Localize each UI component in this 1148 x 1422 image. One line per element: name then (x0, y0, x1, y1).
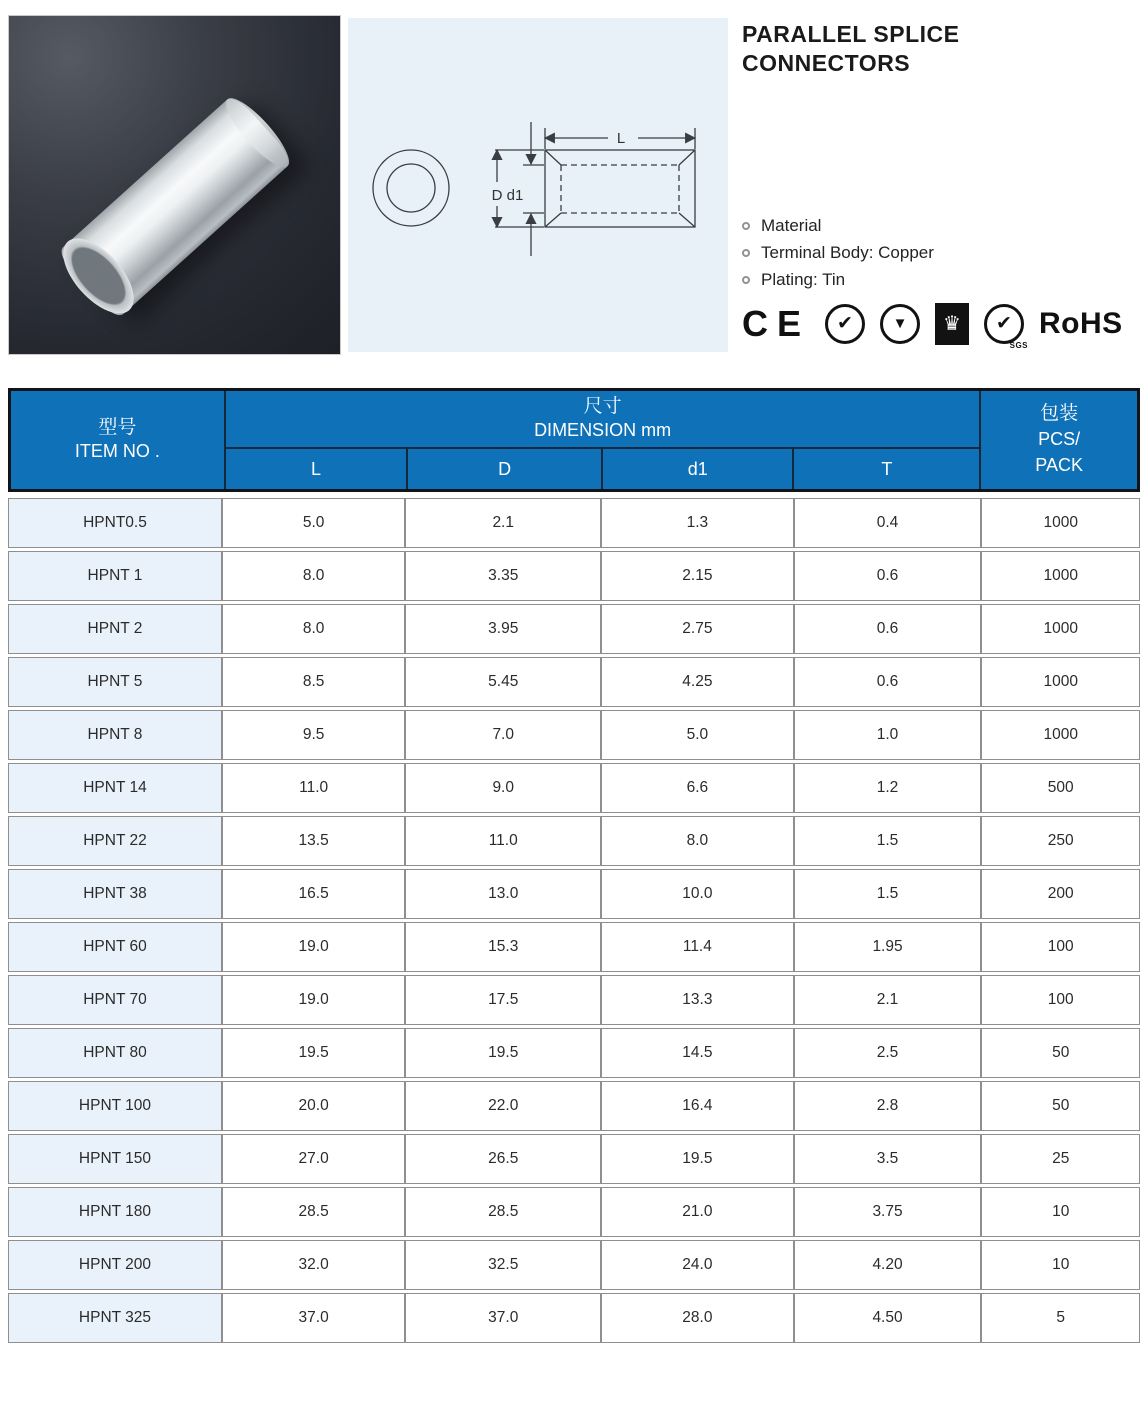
material-heading-row (742, 216, 1142, 236)
crown-cert-icon: ♛ (935, 303, 969, 345)
table-row (8, 604, 1140, 654)
cell-L: 19.5 (222, 1028, 405, 1078)
material-list (742, 216, 1142, 290)
page-title (742, 20, 1142, 78)
cell-d1: 2.75 (601, 604, 793, 654)
cell-D: 13.0 (405, 869, 601, 919)
rohs-mark: RoHS (1039, 306, 1123, 340)
cell-D: 7.0 (405, 710, 601, 760)
cell-pack: 1000 (981, 604, 1140, 654)
label-D: D (491, 187, 503, 204)
cell-item: HPNT 22 (8, 816, 222, 866)
cell-pack: 1000 (981, 657, 1140, 707)
side-view-outline (545, 150, 695, 227)
cell-L: 20.0 (222, 1081, 405, 1131)
cell-item: HPNT 5 (8, 657, 222, 707)
cell-D: 2.1 (405, 498, 601, 548)
cell-L: 13.5 (222, 816, 405, 866)
material-item-row (742, 243, 1142, 263)
table-row (8, 1187, 1140, 1237)
cell-L: 37.0 (222, 1293, 405, 1343)
cell-D: 37.0 (405, 1293, 601, 1343)
info-panel (742, 20, 1142, 350)
cell-pack: 200 (981, 869, 1140, 919)
cell-T: 2.1 (794, 975, 982, 1025)
header-dimension-en: DIMENSION mm (534, 420, 672, 441)
spec-table-header (8, 388, 1140, 492)
bullet-icon (742, 276, 750, 284)
cell-item: HPNT 60 (8, 922, 222, 972)
dimension-diagram (348, 18, 728, 352)
header-pack-line3: PACK (1035, 454, 1083, 475)
cell-L: 8.0 (222, 551, 405, 601)
cell-pack: 500 (981, 763, 1140, 813)
cell-D: 15.3 (405, 922, 601, 972)
header-pack (979, 391, 1137, 489)
cell-T: 0.6 (794, 657, 982, 707)
cell-D: 5.45 (405, 657, 601, 707)
table-row (8, 975, 1140, 1025)
label-d1: d1 (506, 187, 524, 204)
table-row (8, 551, 1140, 601)
cell-T: 1.5 (794, 816, 982, 866)
cell-T: 0.6 (794, 604, 982, 654)
header-pack-line2: PCS/ (1038, 428, 1081, 449)
cell-d1: 28.0 (601, 1293, 793, 1343)
cell-item: HPNT 325 (8, 1293, 222, 1343)
cell-d1: 2.15 (601, 551, 793, 601)
cell-item: HPNT 180 (8, 1187, 222, 1237)
cell-pack: 10 (981, 1187, 1140, 1237)
cell-D: 26.5 (405, 1134, 601, 1184)
ce-mark-icon: CE (742, 302, 811, 344)
cell-item: HPNT 38 (8, 869, 222, 919)
cell-d1: 19.5 (601, 1134, 793, 1184)
cell-T: 1.2 (794, 763, 982, 813)
cell-L: 9.5 (222, 710, 405, 760)
header-pack-zh: 包装 (1040, 403, 1079, 425)
table-row (8, 922, 1140, 972)
cell-T: 1.0 (794, 710, 982, 760)
cell-T: 1.5 (794, 869, 982, 919)
sgs-label: SGS (1009, 340, 1029, 350)
header-item-no-en: ITEM NO . (74, 441, 160, 462)
cell-item: HPNT 200 (8, 1240, 222, 1290)
cell-T: 0.4 (794, 498, 982, 548)
cell-T: 3.5 (794, 1134, 982, 1184)
cell-T: 2.8 (794, 1081, 982, 1131)
cell-T: 1.95 (794, 922, 982, 972)
cell-T: 2.5 (794, 1028, 982, 1078)
iso-cert-icon: ▼ (880, 304, 920, 344)
cell-D: 19.5 (405, 1028, 601, 1078)
cell-L: 8.5 (222, 657, 405, 707)
cell-pack: 50 (981, 1081, 1140, 1131)
cell-pack: 1000 (981, 498, 1140, 548)
cell-item: HPNT 2 (8, 604, 222, 654)
spec-table-body (8, 498, 1140, 1343)
header-dimension (224, 391, 980, 449)
cell-D: 28.5 (405, 1187, 601, 1237)
bullet-icon (742, 222, 750, 230)
label-L: L (616, 130, 626, 147)
cell-T: 0.6 (794, 551, 982, 601)
title-line-2: CONNECTORS (742, 49, 911, 76)
bullet-icon (742, 249, 750, 257)
quality-cert-icon: ✔ (825, 304, 865, 344)
cell-pack: 100 (981, 975, 1140, 1025)
cell-pack: 1000 (981, 551, 1140, 601)
inner-bore-dashed (561, 165, 679, 213)
material-item-row (742, 270, 1142, 290)
cell-pack: 250 (981, 816, 1140, 866)
cell-L: 19.0 (222, 975, 405, 1025)
header-item-no-zh: 型号 (98, 417, 137, 439)
connector-tube-image (56, 93, 295, 320)
table-row (8, 657, 1140, 707)
tube-closed-end (218, 91, 298, 175)
table-row (8, 1081, 1140, 1131)
cell-d1: 14.5 (601, 1028, 793, 1078)
cell-pack: 10 (981, 1240, 1140, 1290)
cell-L: 28.5 (222, 1187, 405, 1237)
cell-L: 27.0 (222, 1134, 405, 1184)
cell-item: HPNT 1 (8, 551, 222, 601)
table-row (8, 869, 1140, 919)
table-row (8, 1293, 1140, 1343)
certification-marks (742, 302, 1142, 350)
cell-D: 3.35 (405, 551, 601, 601)
spec-table-section (8, 388, 1140, 1346)
cell-D: 32.5 (405, 1240, 601, 1290)
cell-item: HPNT 8 (8, 710, 222, 760)
table-row (8, 816, 1140, 866)
header-dimension-zh: 尺寸 (583, 396, 622, 418)
title-line-1: PARALLEL SPLICE (742, 21, 960, 47)
cell-L: 16.5 (222, 869, 405, 919)
cell-T: 4.50 (794, 1293, 982, 1343)
cell-L: 8.0 (222, 604, 405, 654)
cell-D: 3.95 (405, 604, 601, 654)
dimension-diagram-svg (348, 18, 728, 352)
cell-D: 17.5 (405, 975, 601, 1025)
cell-pack: 25 (981, 1134, 1140, 1184)
cell-T: 4.20 (794, 1240, 982, 1290)
material-item: Plating: Tin (761, 269, 846, 289)
cell-d1: 16.4 (601, 1081, 793, 1131)
cell-item: HPNT 100 (8, 1081, 222, 1131)
cell-pack: 1000 (981, 710, 1140, 760)
cell-D: 11.0 (405, 816, 601, 866)
sgs-cert-icon: ✔ SGS (984, 304, 1024, 344)
header-col-d1: d1 (601, 449, 792, 489)
cell-item: HPNT 80 (8, 1028, 222, 1078)
cell-d1: 6.6 (601, 763, 793, 813)
cell-d1: 8.0 (601, 816, 793, 866)
cell-d1: 13.3 (601, 975, 793, 1025)
cell-item: HPNT 70 (8, 975, 222, 1025)
cell-D: 22.0 (405, 1081, 601, 1131)
cell-d1: 10.0 (601, 869, 793, 919)
table-row (8, 1028, 1140, 1078)
table-row (8, 1240, 1140, 1290)
end-view-inner-circle (387, 164, 435, 212)
cell-L: 5.0 (222, 498, 405, 548)
table-row (8, 710, 1140, 760)
cell-d1: 11.4 (601, 922, 793, 972)
table-row (8, 1134, 1140, 1184)
table-row (8, 498, 1140, 548)
table-row (8, 763, 1140, 813)
tube-open-end (51, 226, 147, 325)
cell-D: 9.0 (405, 763, 601, 813)
cell-L: 32.0 (222, 1240, 405, 1290)
cell-L: 19.0 (222, 922, 405, 972)
cell-d1: 5.0 (601, 710, 793, 760)
material-item: Terminal Body: Copper (761, 242, 934, 262)
cell-item: HPNT 150 (8, 1134, 222, 1184)
cell-pack: 100 (981, 922, 1140, 972)
cell-d1: 21.0 (601, 1187, 793, 1237)
header-col-L: L (224, 449, 406, 489)
cell-d1: 1.3 (601, 498, 793, 548)
material-heading: Material (761, 215, 822, 235)
header-item-no (11, 391, 224, 489)
end-view-outer-circle (373, 150, 449, 226)
cell-d1: 24.0 (601, 1240, 793, 1290)
cell-pack: 50 (981, 1028, 1140, 1078)
cell-item: HPNT 14 (8, 763, 222, 813)
cell-T: 3.75 (794, 1187, 982, 1237)
header-col-T: T (792, 449, 979, 489)
cell-item: HPNT0.5 (8, 498, 222, 548)
product-photo (8, 15, 341, 355)
cell-d1: 4.25 (601, 657, 793, 707)
cell-pack: 5 (981, 1293, 1140, 1343)
cell-L: 11.0 (222, 763, 405, 813)
spec-table (8, 495, 1140, 1346)
header-col-D: D (406, 449, 601, 489)
